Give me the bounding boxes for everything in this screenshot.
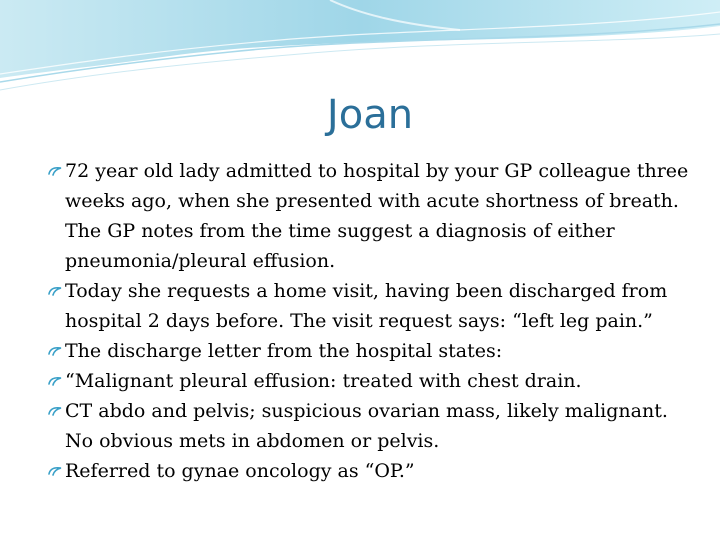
- bullet-text: Today she requests a home visit, having been discharged from hospital 2 days before. The visit request says: “left leg pain.”: [65, 280, 668, 332]
- curl-bullet-icon: [48, 406, 62, 416]
- bullet-text: Referred to gynae oncology as “OP.”: [65, 460, 415, 482]
- bullet-item: [48, 366, 698, 396]
- bullet-item: [48, 396, 698, 456]
- curl-bullet-icon: [48, 166, 62, 176]
- curl-bullet-icon: [48, 286, 62, 296]
- curl-bullet-icon: [48, 466, 62, 476]
- bullet-list: [48, 156, 698, 486]
- bullet-text: CT abdo and pelvis; suspicious ovarian mass, likely malignant. No obvious mets in abdomen or pelvis.: [65, 400, 668, 452]
- bullet-item: [48, 156, 698, 276]
- bullet-text: 72 year old lady admitted to hospital by your GP colleague three weeks ago, when she presented with acute shortness of breath. The GP notes from the time suggest a diagnosis of either pneumonia/pleural effusion.: [65, 160, 689, 272]
- curl-bullet-icon: [48, 376, 62, 386]
- slide-title: Joan: [326, 92, 414, 138]
- bullet-item: [48, 456, 698, 486]
- bullet-text: “Malignant pleural effusion: treated with chest drain.: [65, 370, 582, 392]
- curl-bullet-icon: [48, 346, 62, 356]
- bullet-text: The discharge letter from the hospital states:: [65, 340, 503, 362]
- header-wave-decoration: [0, 0, 720, 100]
- bullet-item: [48, 336, 698, 366]
- bullet-item: [48, 276, 698, 336]
